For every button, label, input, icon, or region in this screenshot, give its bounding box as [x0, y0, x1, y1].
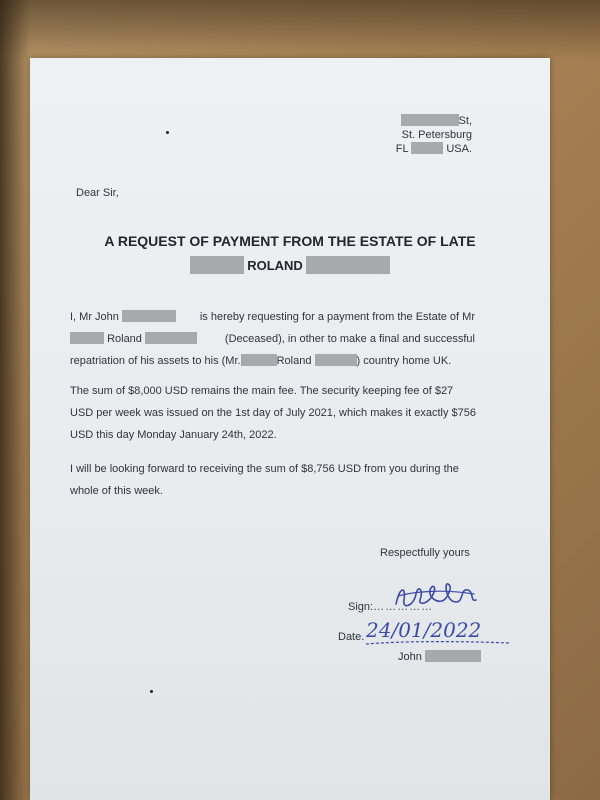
closing-text: Respectfully yours: [380, 547, 470, 559]
address-line-2: St. Petersburg: [401, 129, 472, 141]
redaction-bar: [70, 332, 104, 344]
paragraph-1-line-3: repatriation of his assets to his (Mr. Roland ) country home UK.: [70, 355, 452, 367]
background-shadow-left: [0, 0, 30, 800]
paragraph-1-line-1: I, Mr John is hereby requesting for a payment from the Estate of Mr: [70, 311, 475, 323]
background-shadow-top: [0, 0, 600, 60]
handwritten-signature: [390, 576, 480, 616]
paragraph-3-line-2: whole of this week.: [70, 485, 163, 497]
date-underline: [364, 638, 514, 648]
redaction-bar: [145, 332, 197, 344]
address-line-1: St,: [401, 114, 472, 128]
redaction-bar: [306, 256, 390, 274]
signature-row: Sign:……………: [348, 601, 434, 613]
ink-speck: [150, 690, 153, 693]
ink-speck: [166, 131, 169, 134]
handwritten-date: 24/01/2022: [366, 618, 482, 642]
redaction-bar: [411, 142, 443, 154]
address-line-3: FL USA.: [395, 143, 472, 155]
redaction-bar: [425, 650, 481, 662]
date-label: Date.: [338, 631, 365, 643]
paragraph-3-line-1: I will be looking forward to receiving the sum of $8,756 USD from you during the: [70, 463, 459, 475]
paragraph-1-line-2: Roland (Deceased), in other to make a final and successful: [70, 332, 475, 346]
redaction-bar: [401, 114, 459, 126]
redaction-bar: [241, 354, 277, 366]
paragraph-2-line-2: USD per week was issued on the 1st day of July 2021, which makes it exactly $756: [70, 407, 476, 419]
salutation: Dear Sir,: [76, 187, 119, 199]
paragraph-2-line-3: USD this day Monday January 24th, 2022.: [70, 429, 277, 441]
redaction-bar: [122, 310, 176, 322]
letter-paper: [30, 58, 550, 800]
redaction-bar: [315, 354, 357, 366]
letter-title-line-1: A REQUEST OF PAYMENT FROM THE ESTATE OF LATE: [104, 233, 476, 249]
letter-title-line-2: ROLAND: [30, 256, 550, 275]
paragraph-2-line-1: The sum of $8,000 USD remains the main fee. The security keeping fee of $27: [70, 385, 454, 397]
signer-name: John: [398, 650, 481, 664]
redaction-bar: [190, 256, 244, 274]
